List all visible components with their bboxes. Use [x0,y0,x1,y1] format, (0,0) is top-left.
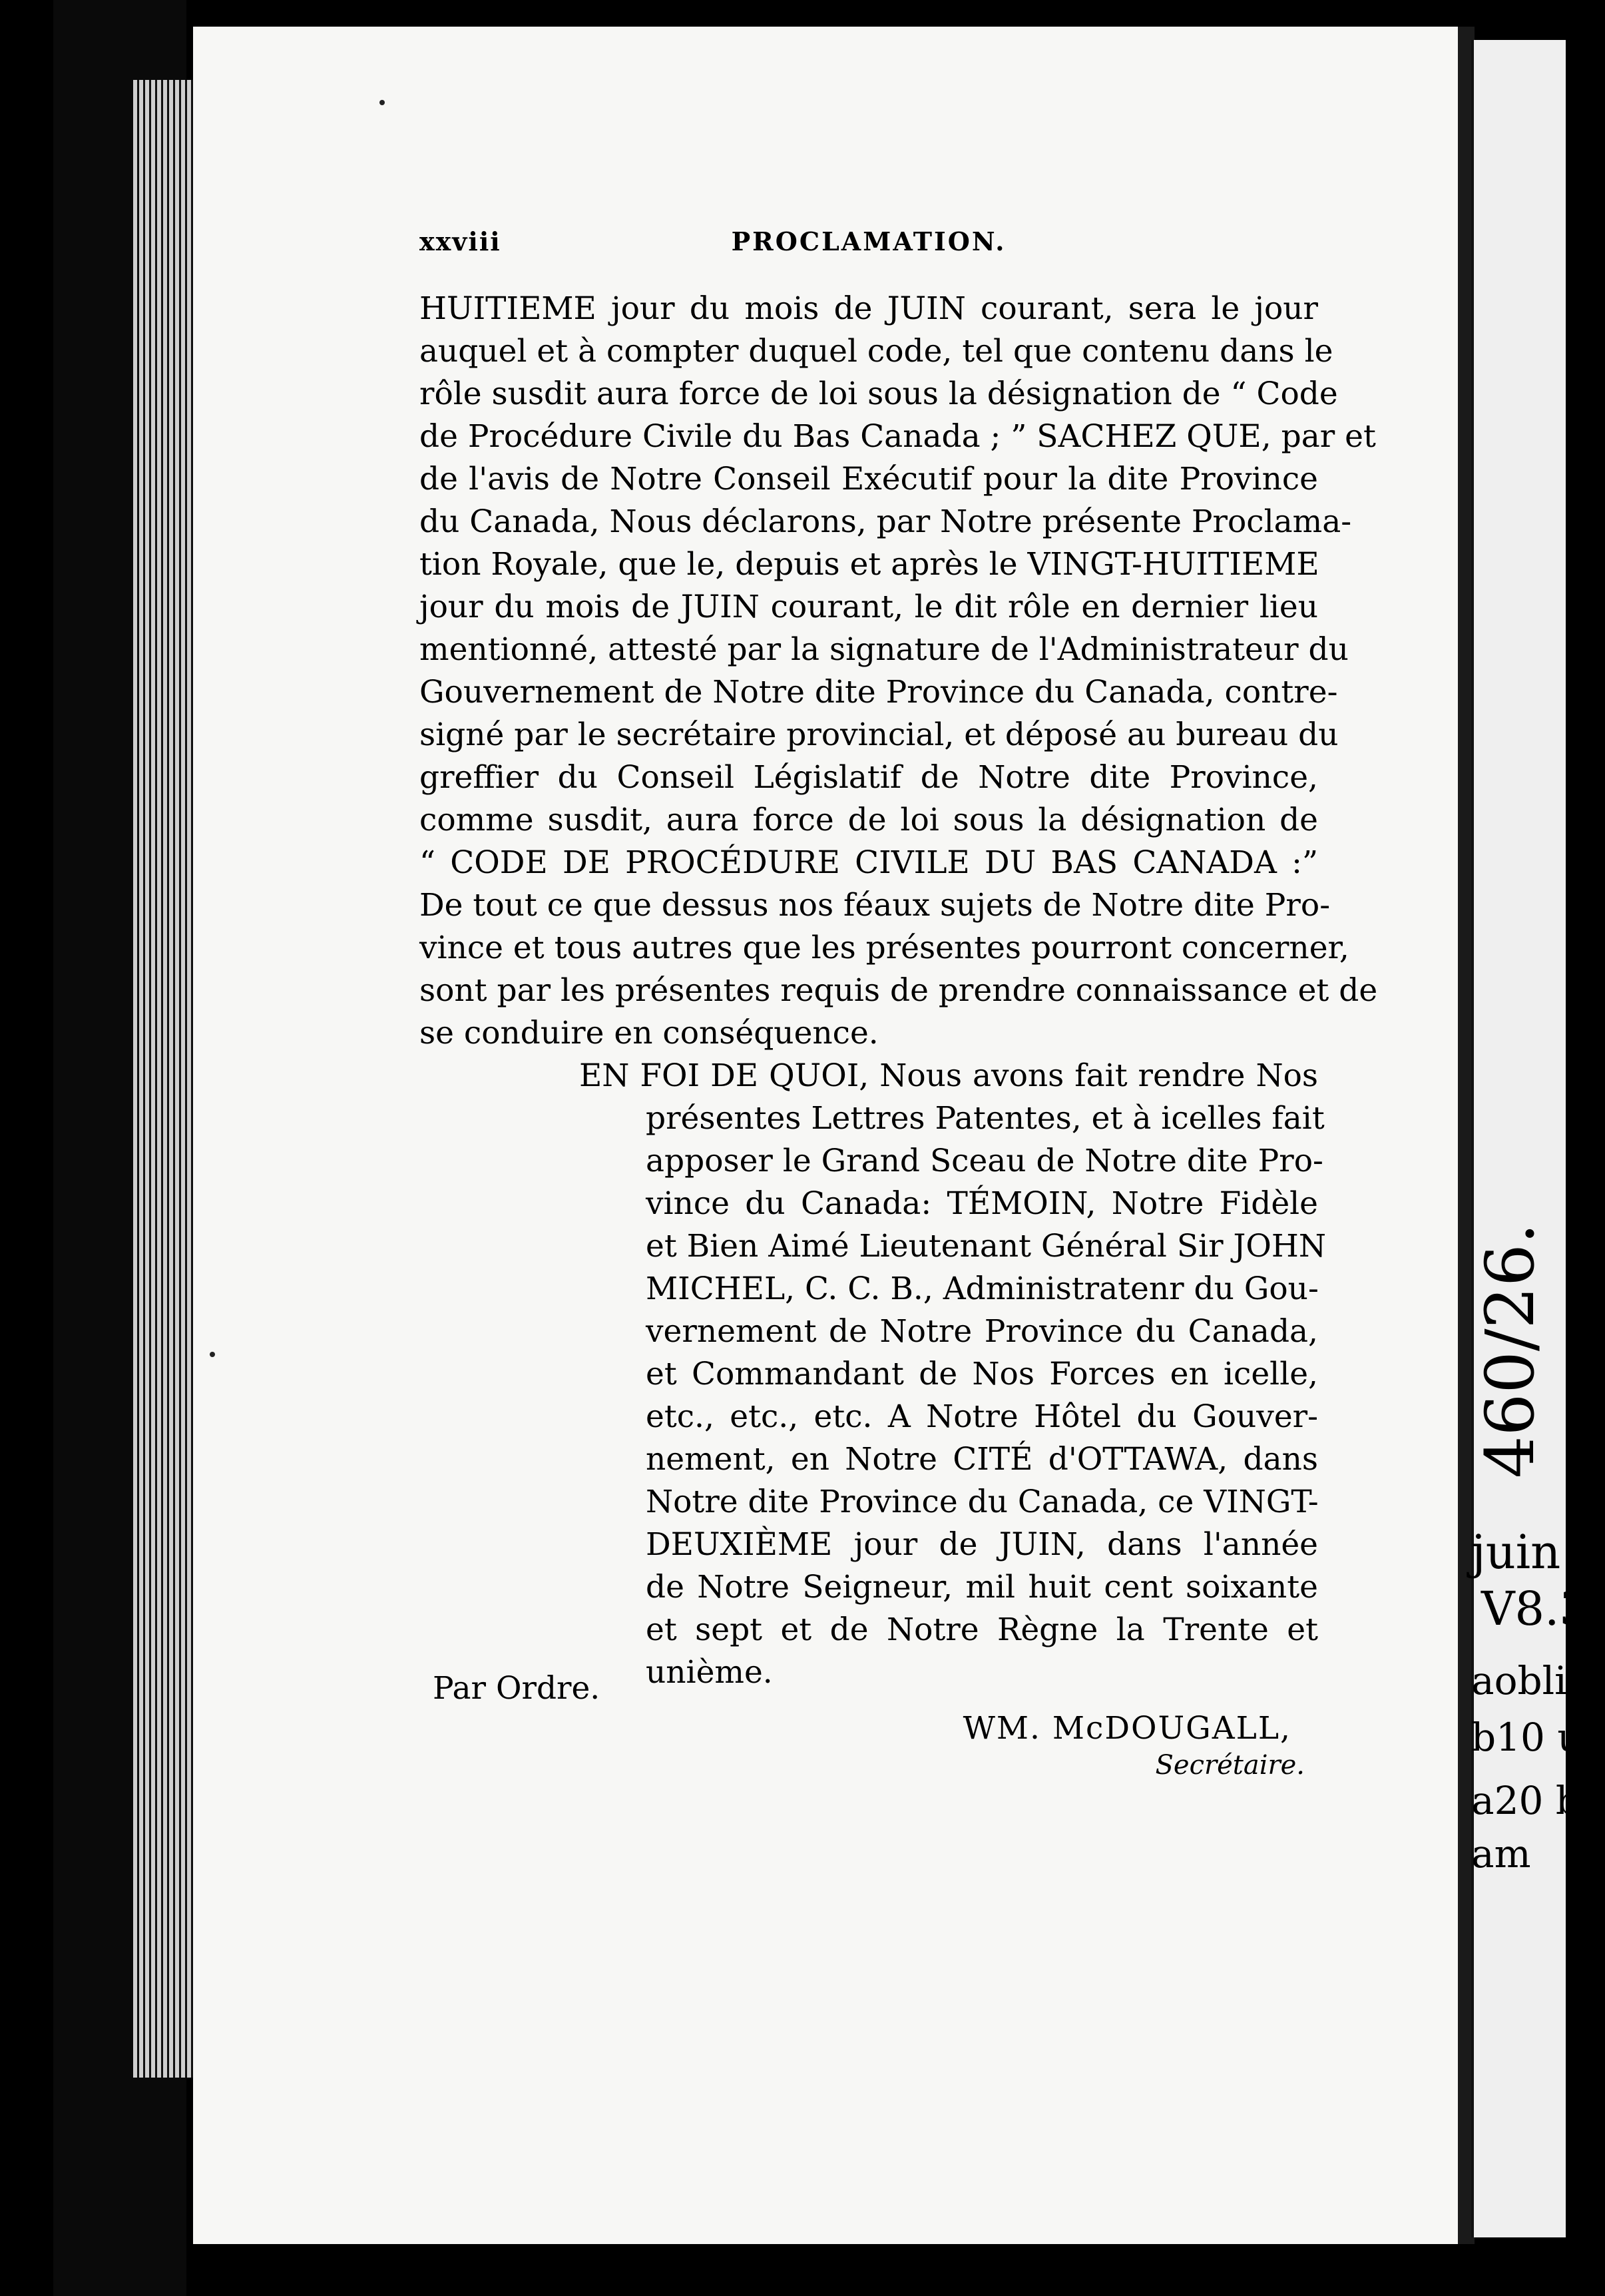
handwritten-catalog-number: 460/26. [1471,1223,1549,1478]
signature-block [419,1670,1318,1803]
text-line: etc., etc., etc. A Notre Hôtel du Gouver- [646,1398,1318,1435]
text-line: vernement de Notre Province du Canada, [646,1313,1318,1350]
text-line: de Notre Seigneur, mil huit cent soixante [646,1569,1318,1605]
running-head: PROCLAMATION. [731,226,1007,256]
text-line: DEUXIÈME jour de JUIN, dans l'année [646,1526,1318,1563]
handwritten-note: V8.3 [1481,1581,1589,1636]
proclamation-text [419,288,1378,1694]
par-ordre: Par Ordre. [433,1670,600,1707]
text-line: mentionné, attesté par la signature de l'Administrateur du [419,631,1349,668]
text-line: Gouvernement de Notre dite Province du Canada, contre- [419,674,1338,711]
text-line: HUITIEME jour du mois de JUIN courant, sera le jour [419,290,1318,327]
page-header [419,226,1318,266]
text-line: De tout ce que dessus nos féaux sujets de Notre dite Pro- [419,887,1331,924]
handwritten-note: am [1471,1831,1531,1876]
text-line: vince du Canada: TÉMOIN, Notre Fidèle [646,1185,1318,1222]
text-line: et Commandant de Nos Forces en icelle, [646,1356,1318,1392]
speck [210,1352,215,1357]
text-line: sont par les présentes requis de prendre connaissance et de [419,972,1378,1009]
folio: xxviii [419,226,501,256]
text-line: apposer le Grand Sceau de Notre dite Pro- [646,1143,1323,1179]
handwritten-note: b10 ul [1471,1715,1595,1760]
text-line: et sept et de Notre Règne la Trente et [646,1611,1318,1648]
text-line: se conduire en conséquence. [419,1015,879,1051]
facing-page-strip [1471,40,1566,2237]
text-line: de Procédure Civile du Bas Canada ; ” SACHEZ QUE, par et [419,418,1376,455]
signer-title: Secrétaire. [1155,1750,1305,1781]
text-line: greffier du Conseil Législatif de Notre dite Province, [419,759,1318,796]
handwritten-note: juin [1471,1525,1561,1579]
testimonium-first-line: EN FOI DE QUOI, Nous avons fait rendre Nos [579,1057,1318,1094]
signer-name: WM. McDOUGALL, [963,1710,1291,1747]
text-line: “ CODE DE PROCÉDURE CIVILE DU BAS CANADA :” [419,844,1318,881]
text-line: et Bien Aimé Lieutenant Général Sir JOHN [646,1228,1326,1265]
text-line: signé par le secrétaire provincial, et déposé au bureau du [419,717,1339,753]
text-line: rôle susdit aura force de loi sous la désignation de “ Code [419,376,1338,412]
text-line: comme susdit, aura force de loi sous la désignation de [419,802,1318,838]
text-line: unième. [646,1654,773,1691]
text-line: du Canada, Nous déclarons, par Notre présente Proclama- [419,503,1352,540]
text-line: présentes Lettres Patentes, et à icelles fait [646,1100,1325,1137]
text-line: nement, en Notre CITÉ d'OTTAWA, dans [646,1441,1318,1478]
text-line: tion Royale, que le, depuis et après le VINGT-HUITIEME [419,546,1319,583]
text-line: jour du mois de JUIN courant, le dit rôle en dernier lieu [419,589,1318,625]
text-line: MICHEL, C. C. B., Administratenr du Gou- [646,1271,1319,1307]
text-line: vince et tous autres que les présentes pourront concerner, [419,930,1349,966]
text-line: auquel et à compter duquel code, tel que contenu dans le [419,333,1333,370]
testimonium-block [646,1097,1326,1694]
handwritten-note: a20 bu [1471,1778,1605,1823]
page-edges-left [133,80,193,2078]
text-line: Notre dite Province du Canada, ce VINGT- [646,1484,1319,1520]
handwritten-note: aobli [1471,1658,1567,1703]
text-line: de l'avis de Notre Conseil Exécutif pour la dite Province [419,461,1318,497]
speck [379,100,385,105]
